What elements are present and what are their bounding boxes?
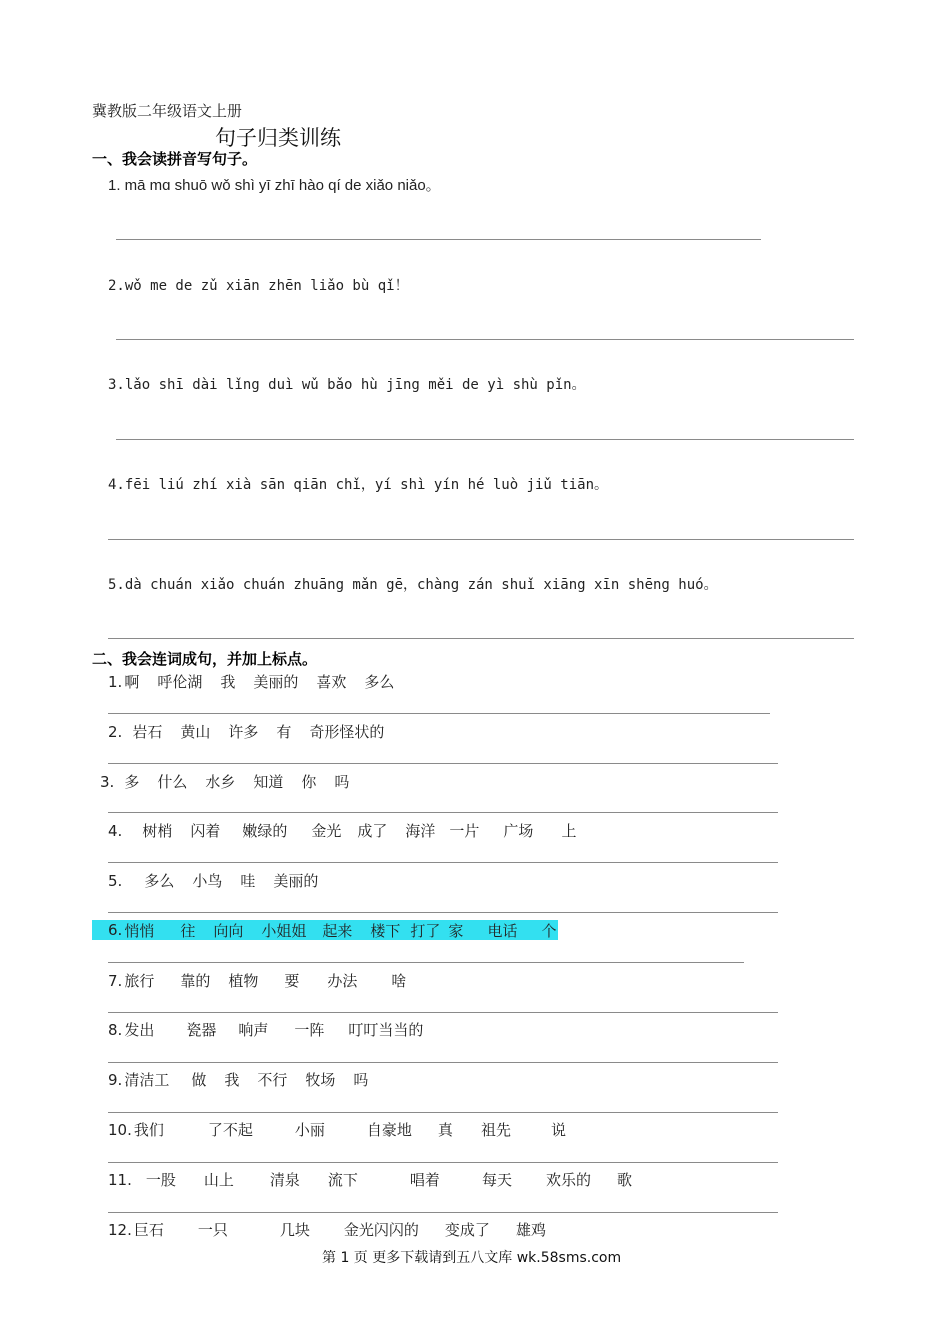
item-number: 5. bbox=[108, 871, 123, 890]
word: 流下 bbox=[327, 1171, 358, 1189]
word: 上 bbox=[561, 822, 577, 840]
word: 知道 bbox=[253, 773, 284, 791]
word: 多 bbox=[124, 773, 140, 791]
word: 啊 bbox=[124, 673, 140, 691]
word-group-10 bbox=[108, 1119, 566, 1140]
word: 吗 bbox=[334, 773, 350, 791]
answer-line-11[interactable] bbox=[108, 962, 744, 963]
pinyin-sentence-3: 3.lǎo shī dài lǐng duì wǔ bǎo hù jīng měi de yì shù pǐn。 bbox=[108, 377, 586, 393]
word: 发出 bbox=[124, 1021, 155, 1039]
word-group-11 bbox=[108, 1169, 632, 1190]
word: 向向 bbox=[213, 921, 244, 940]
word: 响声 bbox=[238, 1021, 269, 1039]
word: 清泉 bbox=[269, 1171, 300, 1189]
word: 吗 bbox=[353, 1071, 369, 1089]
answer-line-13[interactable] bbox=[108, 1062, 778, 1063]
word: 多么 bbox=[144, 872, 175, 890]
word: 楼下 bbox=[370, 921, 401, 940]
word: 祖先 bbox=[480, 1121, 511, 1139]
word: 有 bbox=[276, 723, 292, 741]
document-header: 冀教版二年级语文上册 bbox=[92, 102, 243, 120]
word: 小丽 bbox=[294, 1121, 325, 1139]
word: 悄悄 bbox=[124, 921, 155, 940]
word: 我 bbox=[220, 673, 236, 691]
word-group-3 bbox=[100, 771, 349, 792]
word: 水乡 bbox=[205, 773, 236, 791]
word: 巨石 bbox=[133, 1221, 164, 1239]
word: 电话 bbox=[487, 921, 518, 940]
word: 说 bbox=[550, 1121, 566, 1139]
word: 小姐姐 bbox=[261, 921, 307, 940]
word: 金光闪闪的 bbox=[343, 1221, 419, 1239]
word: 山上 bbox=[203, 1171, 234, 1189]
word: 清洁工 bbox=[124, 1071, 170, 1089]
word: 个 bbox=[541, 921, 557, 940]
word: 哇 bbox=[240, 872, 256, 890]
word: 海洋 bbox=[405, 822, 436, 840]
word-group-7 bbox=[108, 970, 406, 991]
item-number: 4. bbox=[108, 821, 123, 840]
answer-line-8[interactable] bbox=[108, 812, 778, 813]
word: 家 bbox=[448, 921, 464, 940]
word: 闪着 bbox=[190, 822, 221, 840]
section-1-heading: 一、我会读拼音写句子。 bbox=[92, 150, 258, 168]
answer-line-16[interactable] bbox=[108, 1212, 778, 1213]
word: 什么 bbox=[157, 773, 188, 791]
word: 多么 bbox=[364, 673, 395, 691]
word: 几块 bbox=[279, 1221, 310, 1239]
item-number: 2. bbox=[108, 722, 123, 741]
word: 我们 bbox=[133, 1121, 164, 1139]
word: 一片 bbox=[449, 822, 480, 840]
pinyin-sentence-1: 1. mā mɑ shuō wǒ shì yī zhī hào qí de xiǎo niǎo。 bbox=[108, 177, 441, 194]
word-group-1 bbox=[108, 671, 394, 692]
word: 每天 bbox=[481, 1171, 512, 1189]
word: 岩石 bbox=[132, 723, 163, 741]
word: 树梢 bbox=[142, 822, 173, 840]
word: 了不起 bbox=[207, 1121, 253, 1139]
page-title: 句子归类训练 bbox=[215, 126, 341, 150]
item-number: 3. bbox=[100, 772, 115, 791]
word: 真 bbox=[437, 1121, 453, 1139]
answer-line-4[interactable] bbox=[108, 539, 854, 540]
word-group-2 bbox=[108, 721, 384, 742]
answer-line-12[interactable] bbox=[108, 1012, 778, 1013]
word: 一股 bbox=[145, 1171, 176, 1189]
pinyin-sentence-4: 4.fēi liú zhí xià sān qiān chǐ，yí shì yín hé luò jiǔ tiān。 bbox=[108, 477, 609, 493]
word: 打了 bbox=[410, 921, 441, 940]
section-2-heading: 二、我会连词成句，并加上标点。 bbox=[92, 650, 318, 668]
word: 起来 bbox=[322, 921, 353, 940]
word: 喜欢 bbox=[316, 673, 347, 691]
word-group-8 bbox=[108, 1019, 423, 1040]
word: 往 bbox=[180, 921, 196, 940]
word: 瓷器 bbox=[186, 1021, 217, 1039]
word-group-4 bbox=[108, 820, 576, 841]
page-footer: 第 1 页 更多下载请到五八文库 wk.58sms.com bbox=[322, 1250, 622, 1266]
word: 旅行 bbox=[124, 972, 155, 990]
word-group-6-highlighted bbox=[92, 920, 558, 940]
answer-line-5[interactable] bbox=[108, 638, 854, 639]
answer-line-15[interactable] bbox=[108, 1162, 778, 1163]
word: 成了 bbox=[357, 822, 388, 840]
answer-line-1[interactable] bbox=[116, 239, 761, 240]
word: 美丽的 bbox=[273, 872, 319, 890]
word-group-5 bbox=[108, 870, 318, 891]
word: 办法 bbox=[327, 972, 358, 990]
answer-line-2[interactable] bbox=[116, 339, 854, 340]
word: 一只 bbox=[197, 1221, 228, 1239]
word: 要 bbox=[284, 972, 300, 990]
item-number: 12. bbox=[108, 1220, 132, 1239]
word: 自豪地 bbox=[366, 1121, 412, 1139]
answer-line-9[interactable] bbox=[108, 862, 778, 863]
word: 奇形怪状的 bbox=[309, 723, 385, 741]
word: 做 bbox=[191, 1071, 207, 1089]
word: 不行 bbox=[257, 1071, 288, 1089]
word-group-9 bbox=[108, 1069, 368, 1090]
word: 靠的 bbox=[180, 972, 211, 990]
word: 欢乐的 bbox=[545, 1171, 591, 1189]
item-number: 1. bbox=[108, 672, 123, 691]
answer-line-6[interactable] bbox=[108, 713, 770, 714]
pinyin-sentence-2: 2.wǒ me de zǔ xiān zhēn liǎo bù qǐ！ bbox=[108, 278, 409, 294]
pinyin-sentence-5: 5.dà chuán xiǎo chuán zhuāng mǎn gē，chàng zán shuǐ xiāng xīn shēng huó。 bbox=[108, 577, 718, 593]
word: 牧场 bbox=[305, 1071, 336, 1089]
word: 金光 bbox=[311, 822, 342, 840]
answer-line-7[interactable] bbox=[108, 763, 778, 764]
word: 你 bbox=[301, 773, 317, 791]
word: 我 bbox=[224, 1071, 240, 1089]
word: 植物 bbox=[228, 972, 259, 990]
word: 唱着 bbox=[409, 1171, 440, 1189]
answer-line-14[interactable] bbox=[108, 1112, 778, 1113]
word: 雄鸡 bbox=[515, 1221, 546, 1239]
word: 黄山 bbox=[180, 723, 211, 741]
item-number: 10. bbox=[108, 1120, 132, 1139]
item-number: 8. bbox=[108, 1020, 123, 1039]
word: 呼伦湖 bbox=[157, 673, 203, 691]
word: 美丽的 bbox=[253, 673, 299, 691]
word: 小鸟 bbox=[192, 872, 223, 890]
word: 许多 bbox=[228, 723, 259, 741]
item-number: 11. bbox=[108, 1170, 132, 1189]
word: 叮叮当当的 bbox=[348, 1021, 424, 1039]
word-group-12 bbox=[108, 1219, 546, 1240]
word: 广场 bbox=[503, 822, 534, 840]
item-number: 9. bbox=[108, 1070, 123, 1089]
item-number: 6. bbox=[108, 921, 123, 939]
word: 歌 bbox=[616, 1171, 632, 1189]
answer-line-10[interactable] bbox=[108, 912, 778, 913]
word: 变成了 bbox=[444, 1221, 490, 1239]
answer-line-3[interactable] bbox=[116, 439, 854, 440]
item-number: 7. bbox=[108, 971, 123, 990]
word: 嫩绿的 bbox=[242, 822, 288, 840]
word: 一阵 bbox=[294, 1021, 325, 1039]
word: 啥 bbox=[391, 972, 407, 990]
